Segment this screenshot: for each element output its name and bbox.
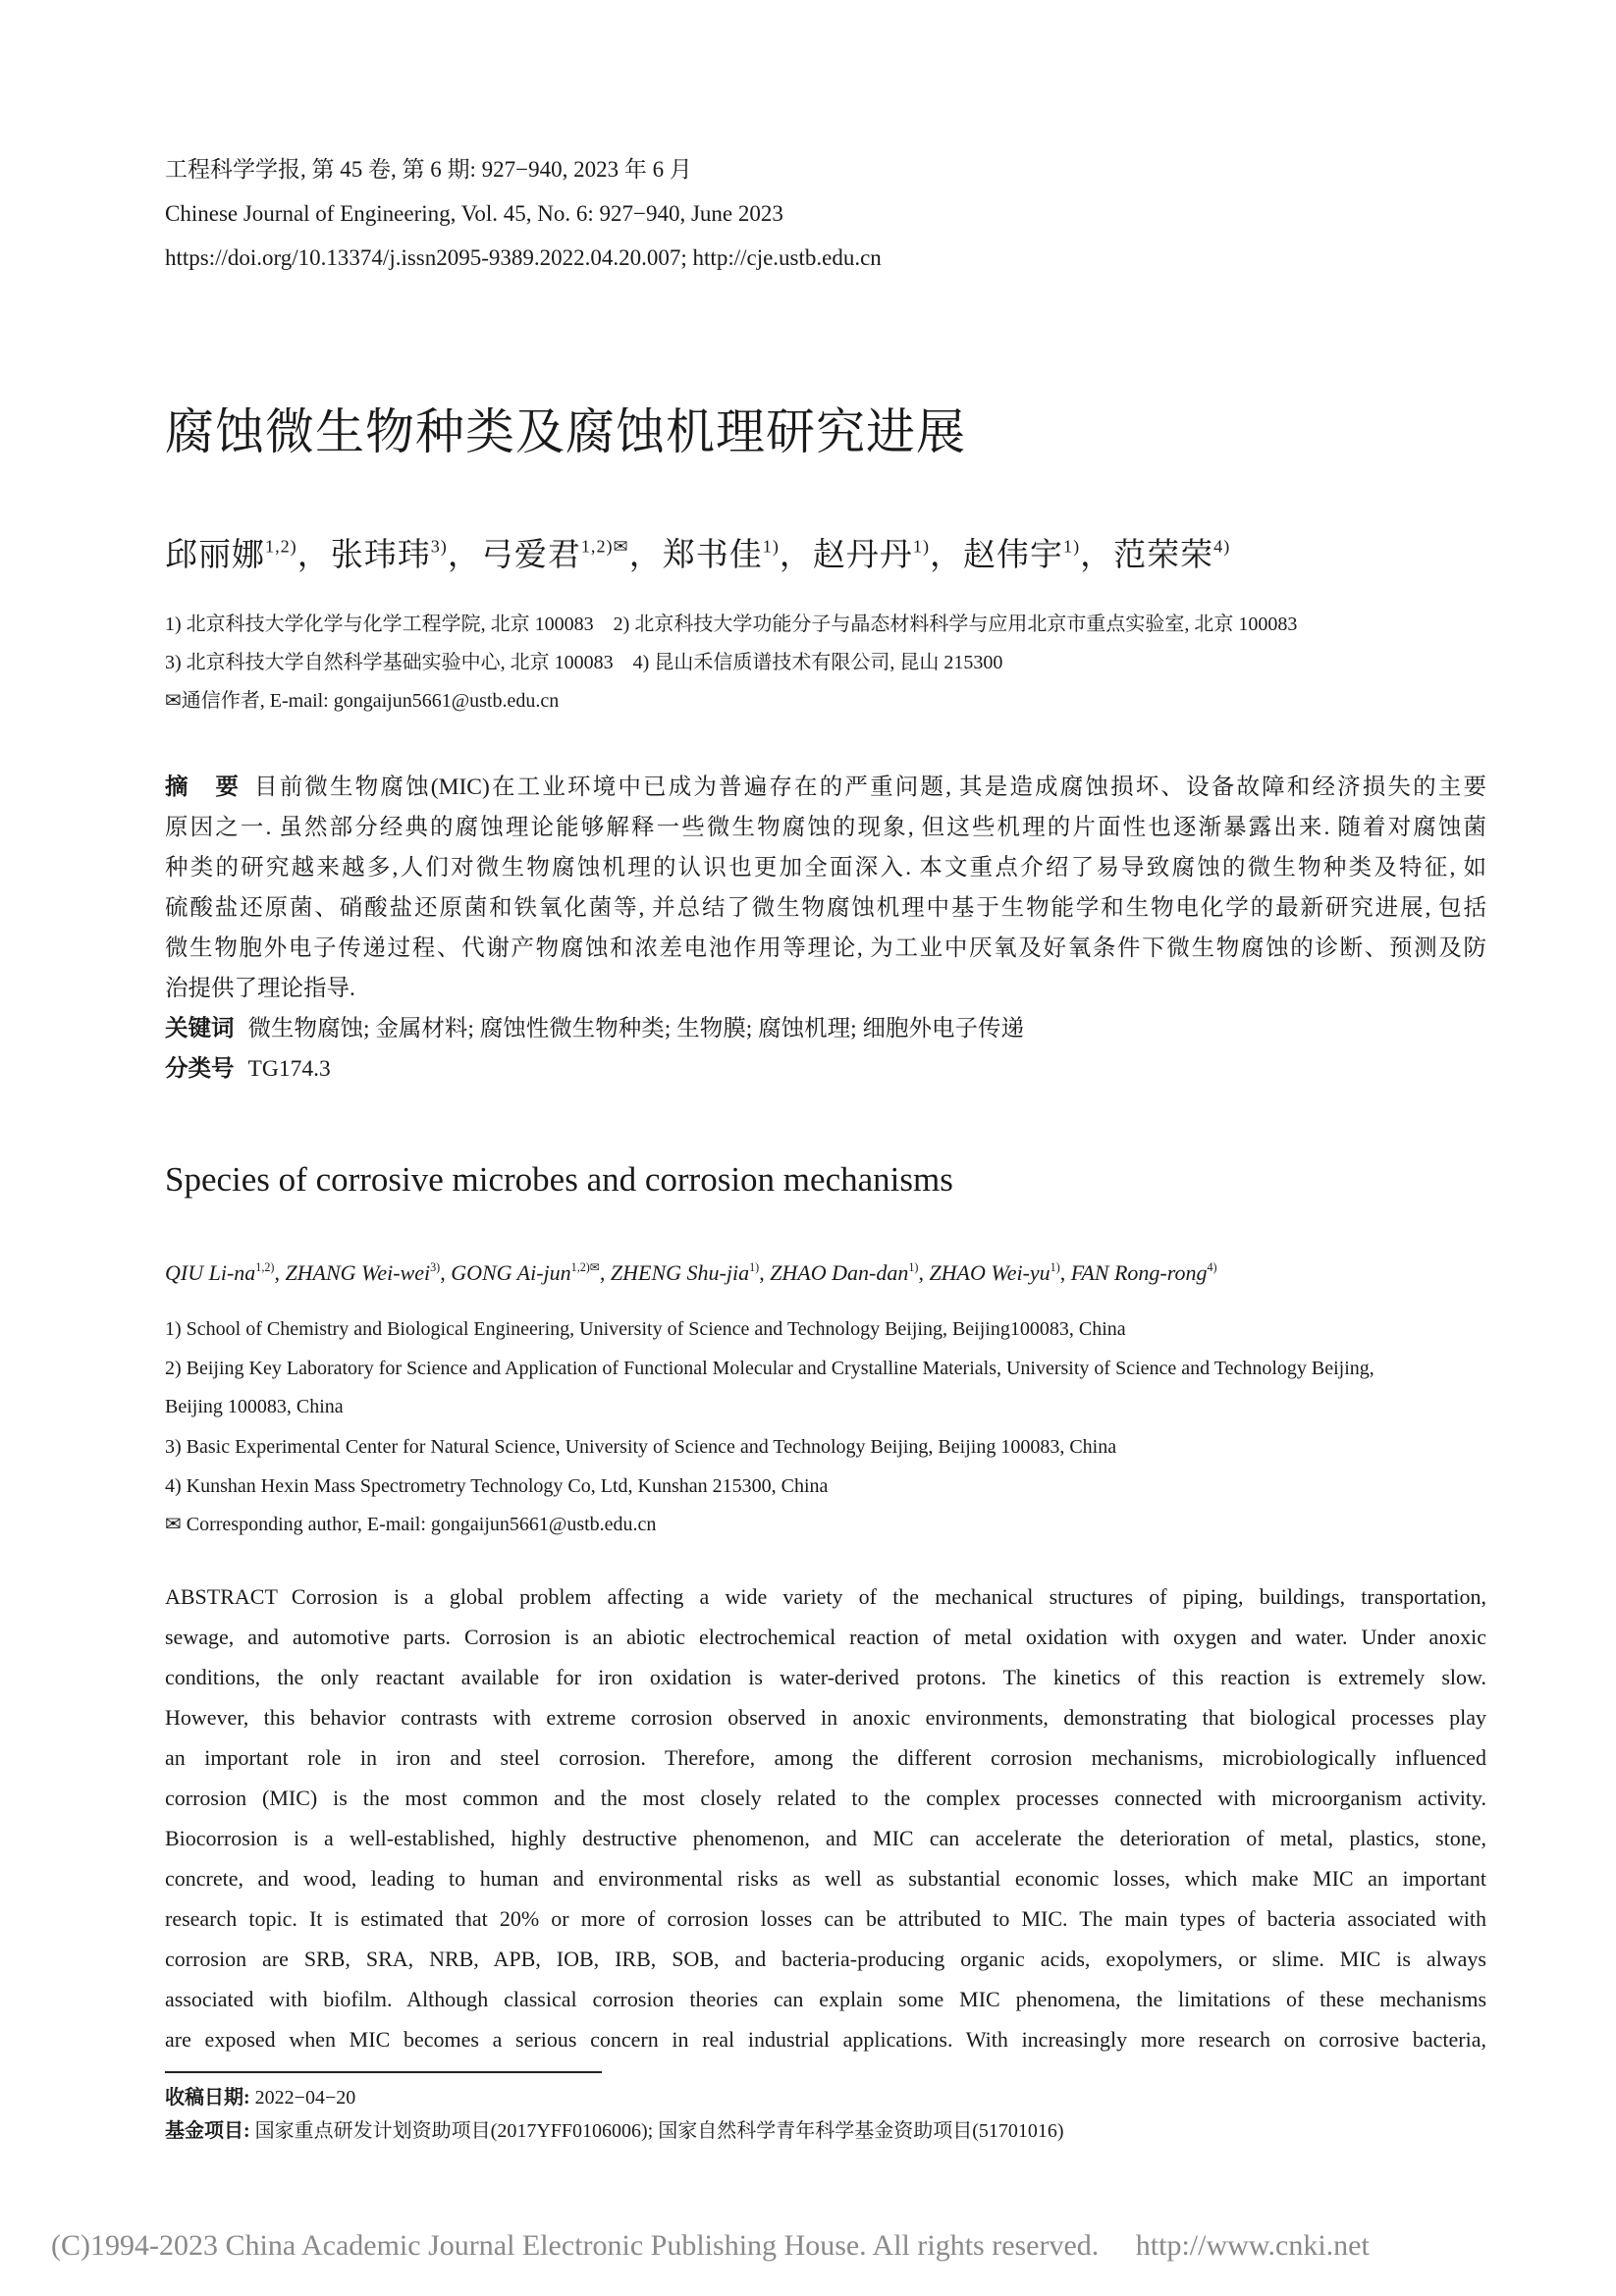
separator: ， xyxy=(1080,538,1114,573)
author xyxy=(331,538,448,573)
funding-label: 基金项目: xyxy=(165,2120,250,2142)
author-affiliation-mark: 1,2)✉ xyxy=(580,536,629,557)
separator: , xyxy=(918,1260,930,1285)
author-list-cn xyxy=(165,536,1230,575)
author xyxy=(611,1260,759,1285)
author-affiliation-mark: 1) xyxy=(1050,1259,1060,1274)
author xyxy=(813,538,930,573)
separator: ， xyxy=(930,538,964,573)
journal-citation-cn: 工程科学学报, 第 45 卷, 第 6 期: 927−940, 2023 年 6 月 xyxy=(165,157,692,182)
abstract-line: Biocorrosion is a well-established, highly destructive phenomenon, and MIC can accelerate the deterioration of metal, plastics, stone, xyxy=(165,1826,1486,1850)
keywords-label: 关键词 xyxy=(165,1016,235,1041)
author xyxy=(481,538,629,573)
author-name: GONG Ai-jun xyxy=(451,1260,571,1285)
abstract-line: 微生物胞外电子传递过程、代谢产物腐蚀和浓差电池作用等理论, 为工业中厌氧及好氧条件下微生物腐蚀的诊断、预测及防 xyxy=(165,935,1486,961)
author-affiliation-mark: 1) xyxy=(749,1259,760,1274)
abstract-label-en: ABSTRACT xyxy=(165,1584,278,1609)
separator: , xyxy=(1059,1260,1071,1285)
separator: , xyxy=(599,1260,611,1285)
author-affiliation-mark: 4) xyxy=(1207,1259,1217,1274)
article-title-en: Species of corrosive microbes and corrosion mechanisms xyxy=(165,1160,953,1199)
abstract-line: an important role in iron and steel corrosion. Therefore, among the different corrosion mechanisms, microbiologically influenced xyxy=(165,1745,1486,1770)
abstract-line: corrosion (MIC) is the most common and the most closely related to the complex processes connected with microorganism activity. xyxy=(165,1786,1486,1810)
separator: ， xyxy=(779,538,813,573)
affiliation-en-2-cont: Beijing 100083, China xyxy=(165,1396,344,1417)
affiliation-cn-1: 1) 北京科技大学化学与化学工程学院, 北京 100083 2) 北京科技大学功能分子与晶态材料科学与应用北京市重点实验室, 北京 100083 xyxy=(165,614,1298,635)
abstract-line: 治提供了理论指导. xyxy=(165,976,355,1001)
journal-citation-en: Chinese Journal of Engineering, Vol. 45, No. 6: 927−940, June 2023 xyxy=(165,201,783,226)
abstract-label-cn: 摘 要 xyxy=(165,774,242,800)
abstract-line: are exposed when MIC becomes a serious concern in real industrial applications. With increasingly more research on corrosive bacteria, xyxy=(165,2027,1486,2052)
affiliation-en-4: 4) Kunshan Hexin Mass Spectrometry Technology Co, Ltd, Kunshan 215300, China xyxy=(165,1475,829,1497)
author-affiliation-mark: 1,2)✉ xyxy=(570,1259,600,1274)
abstract-line: conditions, the only reactant available for iron oxidation is water-derived protons. The kinetics of this reaction is extremely slow. xyxy=(165,1665,1486,1689)
author xyxy=(929,1260,1059,1285)
author xyxy=(165,1260,274,1285)
author-name: 张玮玮 xyxy=(330,538,431,573)
abstract-line: ABSTRACT Corrosion is a global problem affecting a wide variety of the mechanical structures of piping, buildings, transportation, xyxy=(165,1584,1486,1609)
doi-link[interactable]: https://doi.org/10.13374/j.issn2095-9389.2022.04.20.007; http://cje.ustb.edu.cn xyxy=(165,245,882,270)
footnote-divider xyxy=(165,2071,602,2073)
author xyxy=(963,538,1080,573)
author-list-en xyxy=(165,1258,1217,1288)
author-name: 赵丹丹 xyxy=(812,538,913,573)
copyright-notice: (C)1994-2023 China Academic Journal Electronic Publishing House. All rights reserved. http://www.cnki.net xyxy=(51,2229,1370,2262)
author-name: 弓爱君 xyxy=(480,538,581,573)
author-name: ZHENG Shu-jia xyxy=(610,1260,750,1285)
affiliation-en-2: 2) Beijing Key Laboratory for Science and Application of Functional Molecular and Crystalline Materials, University of Science and Technology Beijing, xyxy=(165,1358,1374,1379)
separator: ， xyxy=(447,538,481,573)
keywords-cn xyxy=(165,1009,1486,1049)
keywords-text: 微生物腐蚀; 金属材料; 腐蚀性微生物种类; 生物膜; 腐蚀机理; 细胞外电子传递 xyxy=(247,1016,1025,1041)
abstract-line: associated with biofilm. Although classical corrosion theories can explain some MIC phenomena, the limitations of these mechanisms xyxy=(165,1987,1486,2011)
abstract-line: sewage, and automotive parts. Corrosion is an abiotic electrochemical reaction of metal oxidation with oxygen and water. Under anoxic xyxy=(165,1625,1486,1649)
classification-number xyxy=(165,1049,1486,1090)
abstract-line: 硫酸盐还原菌、硝酸盐还原菌和铁氧化菌等, 并总结了微生物腐蚀机理中基于生物能学和生物电化学的最新研究进展, 包括 xyxy=(165,895,1486,921)
author xyxy=(770,1260,918,1285)
author-affiliation-mark: 1) xyxy=(908,1259,919,1274)
abstract-line: However, this behavior contrasts with extreme corrosion observed in anoxic environments, demonstrating that biological processes play xyxy=(165,1705,1486,1730)
abstract-line: concrete, and wood, leading to human and environmental risks as well as substantial economic losses, which make MIC an important xyxy=(165,1866,1486,1891)
separator: , xyxy=(274,1260,286,1285)
author-affiliation-mark: 1) xyxy=(912,536,931,557)
author-name: ZHAO Dan-dan xyxy=(770,1260,909,1285)
funding xyxy=(165,2118,1064,2144)
author xyxy=(1113,538,1230,573)
author xyxy=(1071,1260,1217,1285)
affiliation-en-3: 3) Basic Experimental Center for Natural Science, University of Science and Technology Beijing, Beijing 100083, China xyxy=(165,1436,1117,1458)
affiliation-en-1: 1) School of Chemistry and Biological Engineering, University of Science and Technology Beijing, Beijing100083, China xyxy=(165,1318,1126,1340)
received-date xyxy=(165,2085,355,2110)
author-affiliation-mark: 1,2) xyxy=(265,536,297,557)
author-affiliation-mark: 1) xyxy=(1063,536,1081,557)
author-name: 郑书佳 xyxy=(662,538,763,573)
author-name: 范荣荣 xyxy=(1113,538,1214,573)
received-label: 收稿日期: xyxy=(165,2087,250,2109)
author-affiliation-mark: 1) xyxy=(762,536,780,557)
abstract-line: 目前微生物腐蚀(MIC)在工业环境中已成为普遍存在的严重问题, 其是造成腐蚀损坏、设备故障和经济损失的主要 xyxy=(254,774,1487,800)
abstract-line: corrosion are SRB, SRA, NRB, APB, IOB, IRB, SOB, and bacteria-producing organic acids, exopolymers, or slime. MIC is always xyxy=(165,1947,1486,1971)
author-affiliation-mark: 4) xyxy=(1213,536,1231,557)
abstract-line: research topic. It is estimated that 20% or more of corrosion losses can be attributed to MIC. The main types of bacteria associated with xyxy=(165,1906,1486,1931)
author-affiliation-mark: 1,2) xyxy=(255,1259,275,1274)
article-title-cn: 腐蚀微生物种类及腐蚀机理研究进展 xyxy=(165,404,966,459)
author-name: 赵伟宇 xyxy=(963,538,1064,573)
author-name: ZHAO Wei-yu xyxy=(929,1260,1050,1285)
author-name: 邱丽娜 xyxy=(165,538,265,573)
affiliation-cn-2: 3) 北京科技大学自然科学基础实验中心, 北京 100083 4) 昆山禾信质谱技术有限公司, 昆山 215300 xyxy=(165,652,1003,673)
separator: ， xyxy=(628,538,663,573)
author xyxy=(285,1260,440,1285)
corresponding-author-en: ✉ Corresponding author, E-mail: gongaijun5661@ustb.edu.cn xyxy=(165,1514,657,1535)
abstract-line: 原因之一. 虽然部分经典的腐蚀理论能够解释一些微生物腐蚀的现象, 但这些机理的片面性也逐渐暴露出来. 随着对腐蚀菌 xyxy=(165,815,1486,840)
author-name: FAN Rong-rong xyxy=(1070,1260,1208,1285)
abstract-cn xyxy=(165,768,1486,1090)
author xyxy=(663,538,780,573)
abstract-line: 种类的研究越来越多,人们对微生物腐蚀机理的认识也更加全面深入. 本文重点介绍了易导致腐蚀的微生物种类及特征, 如 xyxy=(165,855,1486,881)
classification-text: TG174.3 xyxy=(247,1056,331,1082)
classification-label: 分类号 xyxy=(165,1056,235,1082)
separator: , xyxy=(759,1260,771,1285)
author xyxy=(165,538,297,573)
author xyxy=(451,1260,600,1285)
author-name: QIU Li-na xyxy=(165,1260,256,1285)
abstract-en xyxy=(165,1576,1486,2059)
funding-value: 国家重点研发计划资助项目(2017YFF0106006); 国家自然科学青年科学基金资助项目(51701016) xyxy=(249,2120,1064,2142)
author-name: ZHANG Wei-wei xyxy=(285,1260,431,1285)
author-affiliation-mark: 3) xyxy=(430,1259,441,1274)
separator: ， xyxy=(296,538,331,573)
author-affiliation-mark: 3) xyxy=(430,536,448,557)
received-value: 2022−04−20 xyxy=(249,2087,356,2109)
corresponding-author-cn: ✉通信作者, E-mail: gongaijun5661@ustb.edu.cn xyxy=(165,690,560,712)
separator: , xyxy=(440,1260,452,1285)
